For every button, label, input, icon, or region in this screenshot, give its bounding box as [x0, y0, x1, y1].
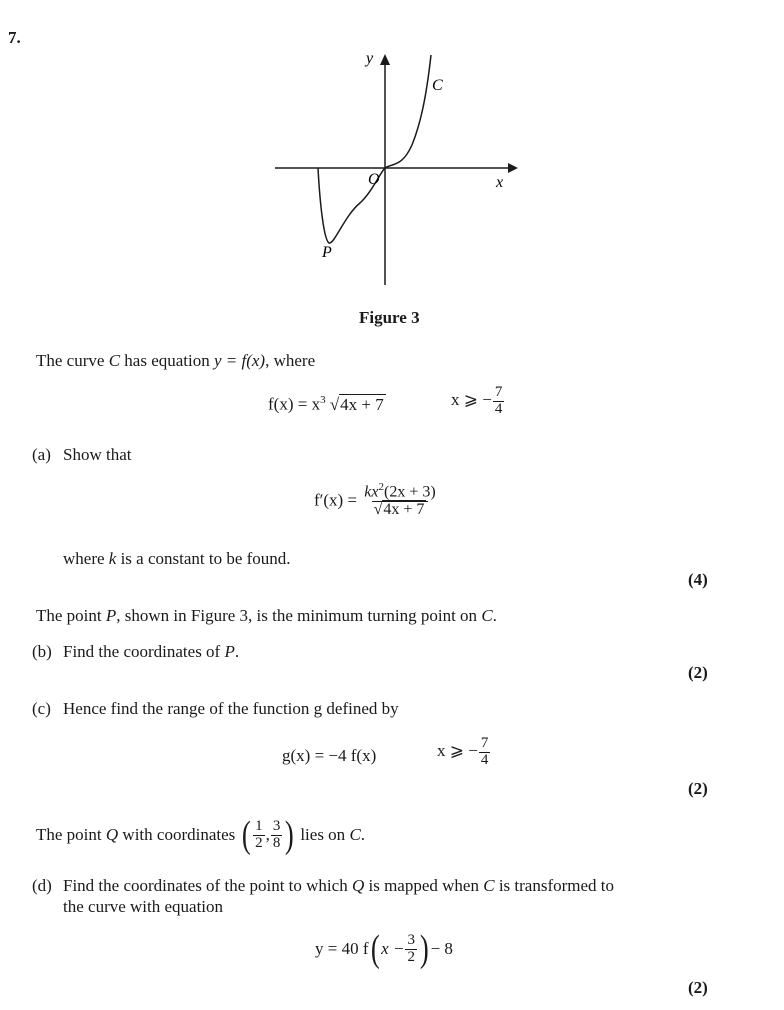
g-domain: x ⩾ − $\frac{7}{4}$	[437, 735, 489, 768]
x-axis-label: x	[496, 174, 504, 191]
origin-label: O	[368, 171, 380, 188]
f-domain: x ⩾ − $\frac{7}{4}$	[451, 384, 503, 417]
y-axis-arrow	[380, 54, 390, 65]
figure-caption: Figure 3	[359, 308, 420, 327]
part-d-marks: (2)	[688, 978, 708, 997]
y-axis-label: y	[366, 50, 374, 67]
point-p-label: P	[322, 244, 332, 261]
intro-text: The curve C has equation y = f(x), where	[36, 351, 316, 370]
point-p-text: The point P, shown in Figure 3, is the minimum turning point on C.	[36, 606, 497, 625]
part-a-marks: (4)	[688, 570, 708, 589]
figure-3-graph	[260, 45, 530, 295]
question-number: 7.	[8, 28, 21, 47]
g-definition: g(x) = −4 f(x)	[282, 746, 377, 765]
transformed-equation: y = 40 f( x − $\frac{3}{2}$ ) − 8	[315, 928, 453, 970]
part-a-label: (a)	[32, 445, 51, 464]
part-b-marks: (2)	[688, 663, 708, 682]
part-d-label: (d)	[32, 876, 52, 895]
part-c-label: (c)	[32, 699, 51, 718]
part-c-text: Hence find the range of the function g defined by	[63, 699, 399, 718]
derivative-expression: f′(x) = $\frac{kx^2(2x + 3)}{√4x + 7}$	[314, 481, 436, 519]
curve-label: C	[432, 77, 443, 94]
part-c-marks: (2)	[688, 779, 708, 798]
part-b-label: (b)	[32, 642, 52, 661]
point-q-text: The point Q with coordinates ( $\frac{1}{2}$ , $\frac{3}{8}$ ) lies on C.	[36, 814, 366, 856]
part-d-text-line2: the curve with equation	[63, 897, 224, 916]
part-b-text: Find the coordinates of P.	[63, 642, 240, 661]
part-a-where-text: where k is a constant to be found.	[63, 549, 291, 568]
part-d-text-line1: Find the coordinates of the point to which Q is mapped when C is transformed to	[63, 876, 615, 895]
part-a-text: Show that	[63, 445, 132, 464]
x-axis-arrow	[508, 163, 518, 173]
f-definition: $f(x) = x^3$ √4x + 7	[268, 394, 384, 414]
curve-c	[318, 55, 431, 243]
